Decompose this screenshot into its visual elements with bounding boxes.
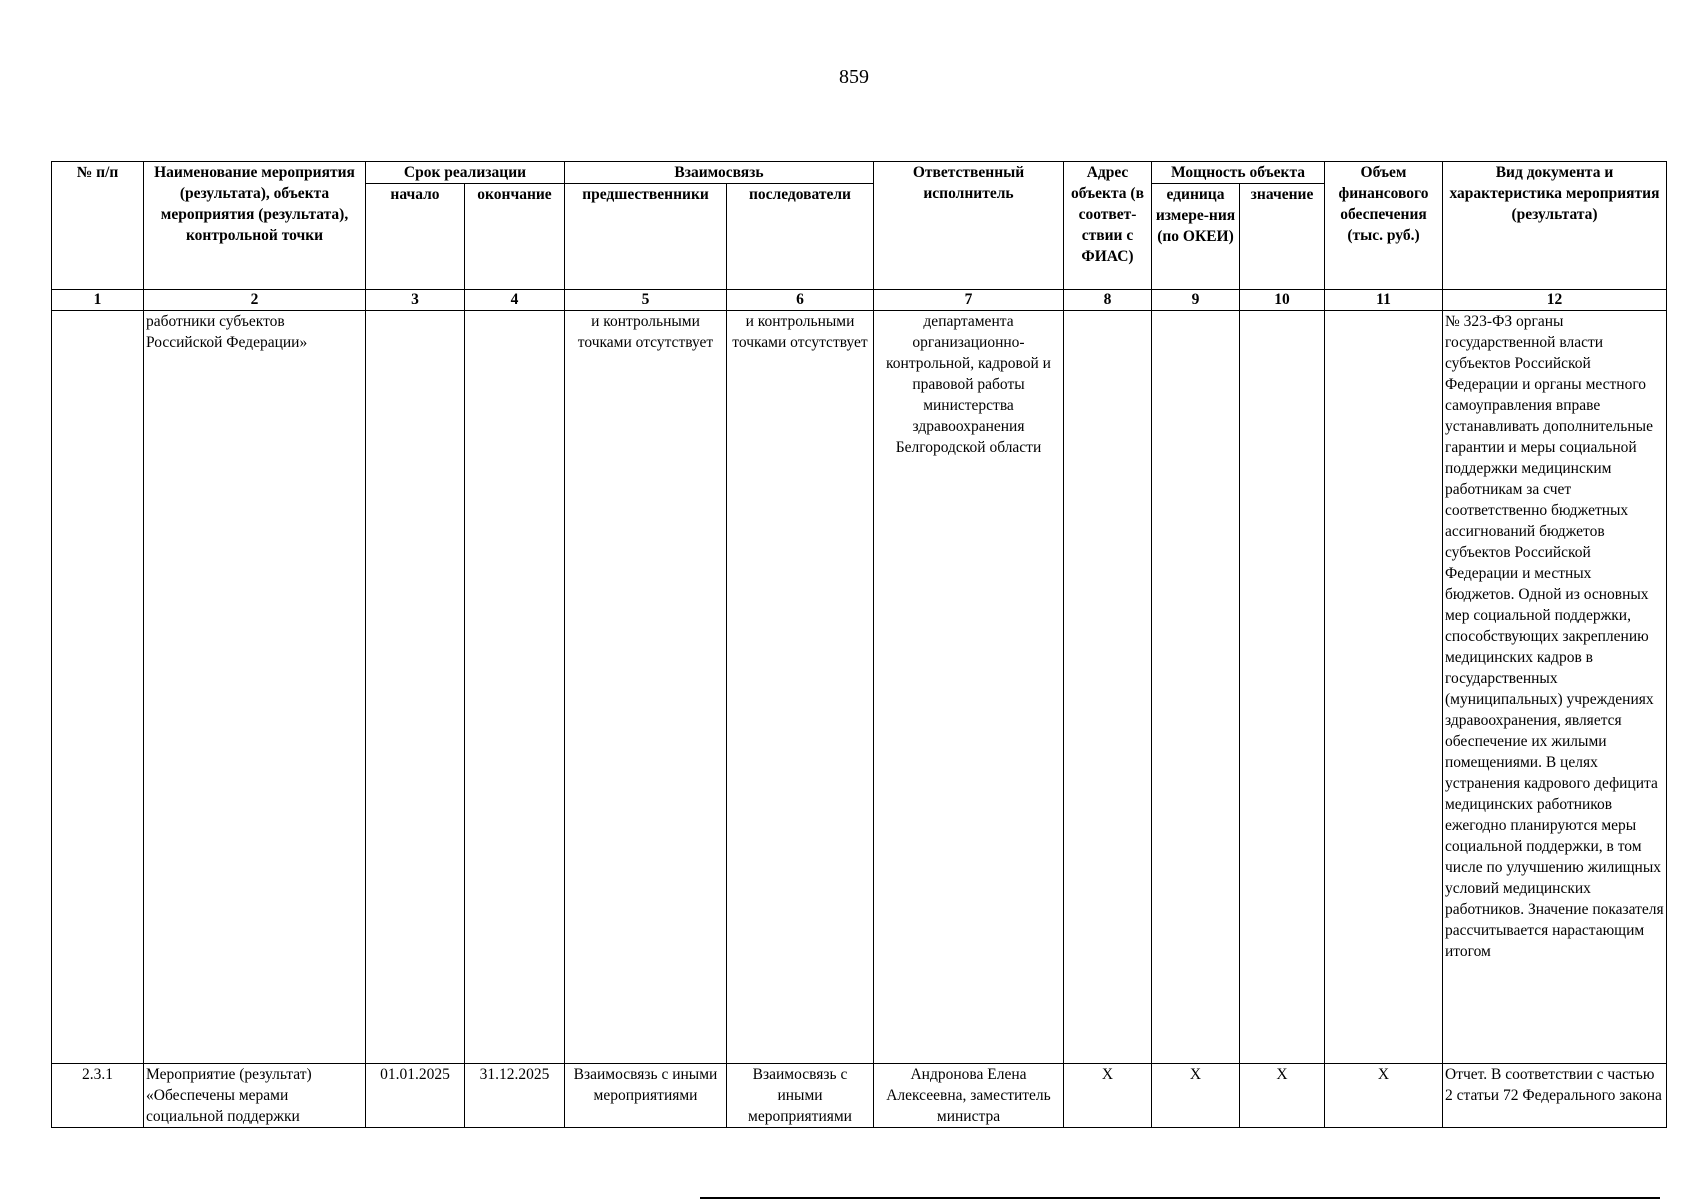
header-relation: Взаимосвязь (565, 162, 874, 184)
column-number: 5 (565, 290, 727, 311)
column-number: 7 (874, 290, 1064, 311)
cell-predecessors: и контрольными точками отсутствует (565, 311, 727, 1064)
page-number: 859 (839, 66, 869, 88)
cell-num: 2.3.1 (52, 1064, 144, 1128)
cell-followers: и контрольными точками отсутствует (727, 311, 874, 1064)
header-address: Адрес объекта (в соответ-ствии с ФИАС) (1064, 162, 1152, 290)
header-doc-type: Вид документа и характеристика мероприятия (результата) (1443, 162, 1667, 290)
cell-end (465, 311, 565, 1064)
cell-executor: Андронова Елена Алексеевна, заместитель министра (874, 1064, 1064, 1128)
cell-value: X (1240, 1064, 1325, 1128)
cell-value (1240, 311, 1325, 1064)
cell-end: 31.12.2025 (465, 1064, 565, 1128)
cell-executor: департамента организационно-контрольной, кадровой и правовой работы министерства здравоохранения Белгородской области (874, 311, 1064, 1064)
activity-plan-table (51, 161, 1667, 1128)
cell-unit: X (1152, 1064, 1240, 1128)
cell-name: Мероприятие (результат) «Обеспечены мерами социальной поддержки (144, 1064, 366, 1128)
cell-address (1064, 311, 1152, 1064)
cell-name: работники субъектов Российской Федерации» (144, 311, 366, 1064)
bottom-divider (700, 1197, 1660, 1199)
column-number: 2 (144, 290, 366, 311)
column-number: 11 (1325, 290, 1443, 311)
column-number: 8 (1064, 290, 1152, 311)
column-numbers-row (52, 290, 1667, 311)
cell-unit (1152, 311, 1240, 1064)
header-num: № п/п (52, 162, 144, 290)
header-capacity: Мощность объекта (1152, 162, 1325, 184)
column-number: 10 (1240, 290, 1325, 311)
cell-address: X (1064, 1064, 1152, 1128)
table-row-2-3-1 (52, 1064, 1667, 1128)
header-row-1 (52, 162, 1667, 184)
cell-doc-type: № 323-ФЗ органы государственной власти субъектов Российской Федерации и органы местного самоуправления вправе устанавливать дополнительные гарантии и меры социальной поддержки медицинским работникам за счет соответственно бюджетных ассигнований бюджетов субъектов Российской Федерации и местных бюджетов. Одной из основных мер социальной поддержки, способствующих закреплению медицинских кадров в государственных (муниципальных) учреждениях здравоохранения, является обеспечение их жилыми помещениями. В целях устранения кадрового дефицита медицинских работников ежегодно планируются меры социальной поддержки, в том числе по улучшению жилищных условий медицинских работников. Значение показателя рассчитывается нарастающим итогом (1443, 311, 1667, 1064)
cell-start: 01.01.2025 (366, 1064, 465, 1128)
column-number: 6 (727, 290, 874, 311)
header-end: окончание (465, 184, 565, 290)
cell-finance: X (1325, 1064, 1443, 1128)
table-row-continued (52, 311, 1667, 1064)
cell-followers: Взаимосвязь с иными мероприятиями (727, 1064, 874, 1128)
header-unit: единица измере-ния (по ОКЕИ) (1152, 184, 1240, 290)
column-number: 3 (366, 290, 465, 311)
cell-predecessors: Взаимосвязь с иными мероприятиями (565, 1064, 727, 1128)
cell-doc-type: Отчет. В соответствии с частью 2 статьи 72 Федерального закона (1443, 1064, 1667, 1128)
header-finance: Объем финансового обеспечения (тыс. руб.) (1325, 162, 1443, 290)
cell-finance (1325, 311, 1443, 1064)
header-executor: Ответственный исполнитель (874, 162, 1064, 290)
header-followers: последователи (727, 184, 874, 290)
header-name: Наименование мероприятия (результата), объекта мероприятия (результата), контрольной точки (144, 162, 366, 290)
cell-start (366, 311, 465, 1064)
header-start: начало (366, 184, 465, 290)
cell-num (52, 311, 144, 1064)
header-term: Срок реализации (366, 162, 565, 184)
column-number: 9 (1152, 290, 1240, 311)
column-number: 1 (52, 290, 144, 311)
column-number: 12 (1443, 290, 1667, 311)
column-number: 4 (465, 290, 565, 311)
header-value: значение (1240, 184, 1325, 290)
header-predecessors: предшественники (565, 184, 727, 290)
